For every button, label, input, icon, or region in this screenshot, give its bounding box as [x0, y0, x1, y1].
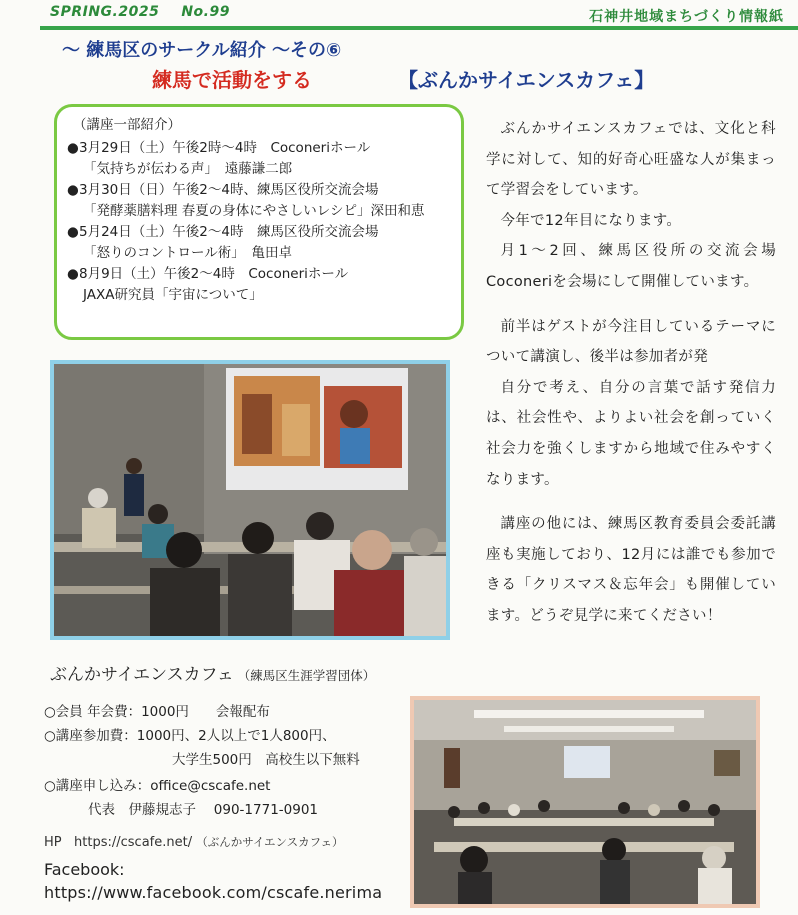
facebook-label: Facebook:: [44, 860, 125, 879]
fee-line: ○講座参加費：1000円、2人以上で1人800円、: [44, 728, 336, 744]
club-name-text: ぶんかサイエンスカフェ: [50, 665, 234, 685]
homepage-line: [44, 834, 344, 850]
bullet-icon: ●: [67, 266, 79, 282]
series-title: ～ 練馬区のサークル紹介 ～その⑥: [62, 40, 342, 61]
article-paragraph: 前半はゲストが今注目しているテーマについて講演し、後半は参加者が発: [486, 318, 776, 366]
lecture-topic: 「気持ちが伝わる声」 遠藤謙二郎: [83, 161, 293, 177]
apply-line: ○講座申し込み：office@cscafe.net: [44, 778, 271, 794]
lecture-date: 3月30日（日）午後2～4時、練馬区役所交流会場: [79, 182, 379, 198]
lecture-date: 3月29日（土）午後2時～4時 Coconeriホール: [79, 140, 371, 156]
lecture-date: 5月24日（土）午後2～4時 練馬区役所交流会場: [79, 224, 379, 240]
lecture-topic: JAXA研究員「宇宙について」: [83, 287, 263, 303]
lecture-item: [67, 180, 451, 222]
bullet-icon: ●: [67, 182, 79, 198]
hall-photo-image: [414, 700, 756, 904]
bullet-icon: ●: [67, 224, 79, 240]
representative-line: 代表 伊藤規志子 090-1771-0901: [88, 802, 319, 818]
headline: 練馬で活動をする: [152, 68, 312, 92]
issue-header: [50, 4, 252, 20]
lecture-item: [67, 264, 451, 306]
org-title: 石神井地域まちづくり情報紙: [589, 9, 784, 25]
lecture-item: [67, 222, 451, 264]
issue-label: SPRING.2025: [50, 4, 160, 20]
fee-line-2: 大学生500円 高校生以下無料: [172, 752, 360, 768]
club-title: 【ぶんかサイエンスカフェ】: [398, 68, 655, 92]
bullet-icon: ●: [67, 140, 79, 156]
hp-label: HP: [44, 835, 62, 850]
article-paragraph: 今年で12年目になります。: [500, 212, 682, 229]
lecture-box: [54, 104, 464, 340]
lecture-topic: 「怒りのコントロール術」 亀田卓: [83, 245, 292, 261]
lecture-box-title: （講座一部紹介）: [73, 117, 181, 133]
issue-number: No.99: [181, 4, 230, 20]
article-paragraph: 講座の他には、練馬区教育委員会委託講座も実施しており、12月には誰でも参加できる「クリスマス＆忘年会」も開催しています。どうぞ見学に来てください！: [486, 516, 776, 624]
lecture-photo: [50, 360, 450, 640]
article-paragraph: 月1～2回、練馬区役所の交流会場Coconeriを会場にして開催しています。: [486, 243, 776, 290]
hp-note: （ぶんかサイエンスカフェ）: [196, 835, 344, 849]
article-paragraph: ぶんかサイエンスカフェでは、文化と科学に対して、知的好奇心旺盛な人が集まって学習会をしています。: [486, 121, 776, 199]
hp-link[interactable]: https://cscafe.net/: [74, 835, 193, 850]
lecture-topic: 「発酵薬膳料理 春夏の身体にやさしいレシピ」深田和恵: [83, 203, 425, 219]
membership-line: ○会員 年会費：1000円 会報配布: [44, 704, 270, 720]
lecture-date: 8月9日（土）午後2～4時 Coconeriホール: [79, 266, 349, 282]
lecture-photo-image: [54, 364, 446, 636]
article-paragraph: 自分で考え、自分の言葉で話す発信力は、社会性や、よりよい社会を創っていく社会力を強くしますから地域で住みやすくなります。: [486, 379, 776, 488]
facebook-link[interactable]: https://www.facebook.com/cscafe.nerima: [44, 883, 383, 902]
header-rule: [40, 26, 798, 30]
article-body: [486, 114, 776, 632]
club-name: [50, 660, 375, 685]
lecture-item: [67, 138, 451, 180]
hall-photo: [410, 696, 760, 908]
club-note: （練馬区生涯学習団体）: [237, 668, 376, 683]
